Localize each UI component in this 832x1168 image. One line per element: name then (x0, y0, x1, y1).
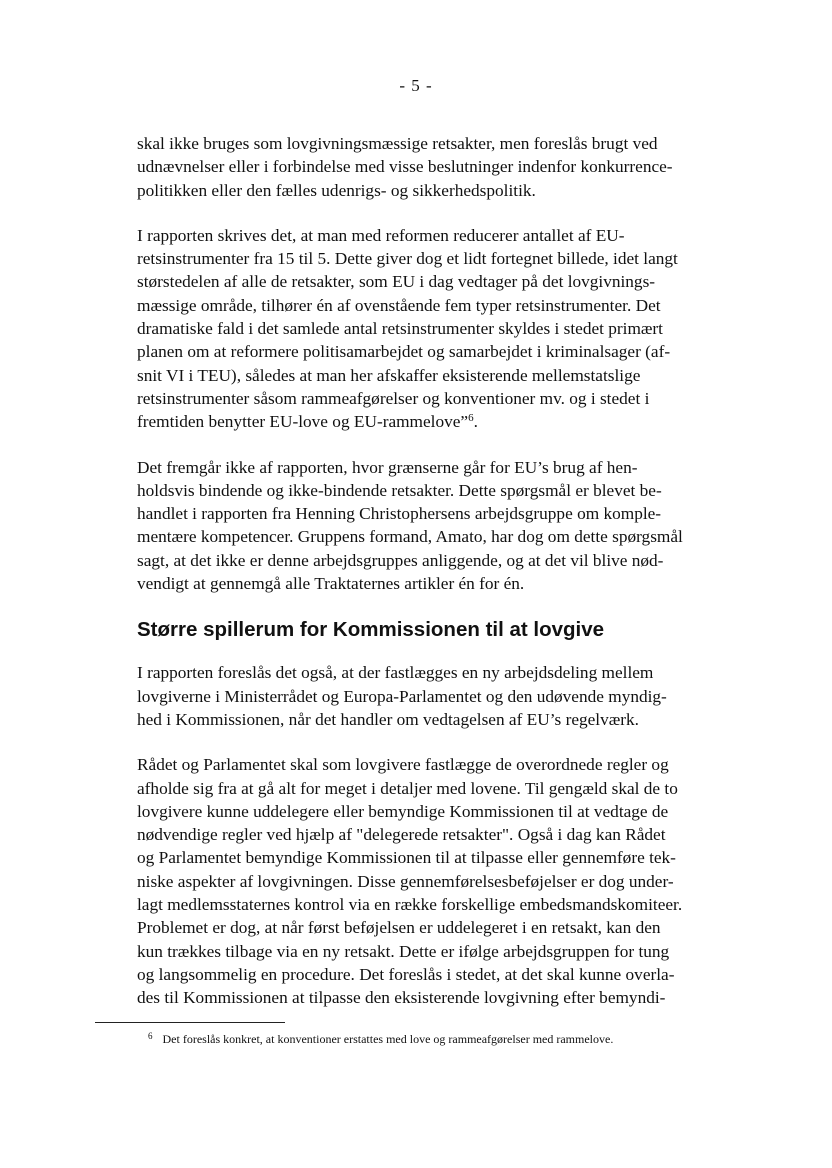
text-line: hed i Kommissionen, når det handler om vedtagelsen af EU’s regelværk. (137, 709, 639, 729)
text-line: retsinstrumenter fra 15 til 5. Dette giver dog et lidt fortegnet billede, idet langt (137, 249, 678, 269)
text-line-with-footnote (137, 410, 742, 433)
paragraph-3 (137, 456, 742, 596)
text-line: og langsommelig en procedure. Det foreslås i stedet, at det skal kunne overla- (137, 964, 675, 984)
sentence-end: . (473, 412, 478, 432)
page-number: - 5 - (399, 76, 433, 95)
paragraph-2 (137, 224, 742, 434)
text-line: sagt, at det ikke er denne arbejdsgruppes anliggende, og at det vil blive nød- (137, 550, 664, 570)
footnote (148, 1029, 613, 1047)
paragraph-4 (137, 661, 742, 731)
text-line: og Parlamentet bemyndige Kommissionen til at tilpasse eller gennemføre tek- (137, 848, 676, 868)
text-line: kun trækkes tilbage via en ny retsakt. Dette er ifølge arbejdsgruppen for tung (137, 941, 670, 961)
text-line: politikken eller den fælles udenrigs- og sikkerhedspolitik. (137, 180, 536, 200)
text-line: snit VI i TEU), således at man her afskaffer eksisterende mellemstatslige (137, 365, 641, 385)
document-body (137, 132, 742, 1032)
text-line: dramatiske fald i det samlede antal retsinstrumenter skyldes i stedet primært (137, 319, 663, 339)
text-line: I rapporten skrives det, at man med reformen reducerer antallet af EU- (137, 225, 625, 245)
text-line: des til Kommissionen at tilpasse den eksisterende lovgivning efter bemyndi- (137, 988, 666, 1008)
text-line: udnævnelser eller i forbindelse med visse beslutninger indenfor konkurrence- (137, 157, 673, 177)
text-line: Problemet er dog, at når først beføjelsen er uddelegeret i en retsakt, kan den (137, 918, 661, 938)
text-line: retsinstrumenter såsom rammeafgørelser og konventioner mv. og i stedet i (137, 388, 650, 408)
text-line: lovgivere kunne uddelegere eller bemyndige Kommissionen til at vedtage de (137, 801, 669, 821)
text-line: størstedelen af alle de retsakter, som EU i dag vedtager på det lovgivnings- (137, 272, 656, 292)
text-line: lovgiverne i Ministerrådet og Europa-Parlamentet og den udøvende myndig- (137, 686, 667, 706)
footnote-number: 6 (148, 1031, 153, 1041)
text-line: Det fremgår ikke af rapporten, hvor grænserne går for EU’s brug af hen- (137, 457, 638, 477)
text-line: lagt medlemsstaternes kontrol via en række forskellige embedsmandskomiteer. (137, 895, 683, 915)
footnote-reference[interactable]: 6 (468, 412, 474, 425)
text-line: Rådet og Parlamentet skal som lovgivere fastlægge de overordnede regler og (137, 755, 669, 775)
text-line: vendigt at gennemgå alle Traktaternes artikler én for én. (137, 574, 525, 594)
text-line: planen om at reformere politisamarbejdet og samarbejdet i kriminalsager (af- (137, 342, 671, 362)
text-line: holdsvis bindende og ikke-bindende retsakter. Dette spørgsmål er blevet be- (137, 480, 662, 500)
footnote-divider (95, 1022, 285, 1023)
text-line: afholde sig fra at gå alt for meget i detaljer med lovene. Til gengæld skal de to (137, 778, 678, 798)
text-line: handlet i rapporten fra Henning Christophersens arbejdsgruppe om komple- (137, 504, 662, 524)
text-line: nødvendige regler ved hjælp af "delegerede retsakter". Også i dag kan Rådet (137, 825, 666, 845)
text-line: skal ikke bruges som lovgivningsmæssige retsakter, men foreslås brugt ved (137, 134, 658, 153)
section-heading: Større spillerum for Kommissionen til at lovgive (137, 618, 605, 642)
paragraph-1 (137, 132, 742, 202)
text-fragment: fremtiden benytter EU-love og EU-rammelove” (137, 412, 469, 432)
text-line: mæssige område, tilhører én af ovenstående fem typer retsinstrumenter. Det (137, 295, 661, 315)
footnote-text: Det foreslås konkret, at konventioner erstattes med love og rammeafgørelser med rammelove. (162, 1032, 614, 1046)
paragraph-5 (137, 753, 742, 1009)
text-line: niske aspekter af lovgivningen. Disse gennemførelsesbeføjelser er dog under- (137, 871, 674, 891)
text-line: mentære kompetencer. Gruppens formand, Amato, har dog om dette spørgsmål (137, 527, 683, 547)
text-line: I rapporten foreslås det også, at der fastlægges en ny arbejdsdeling mellem (137, 663, 654, 683)
